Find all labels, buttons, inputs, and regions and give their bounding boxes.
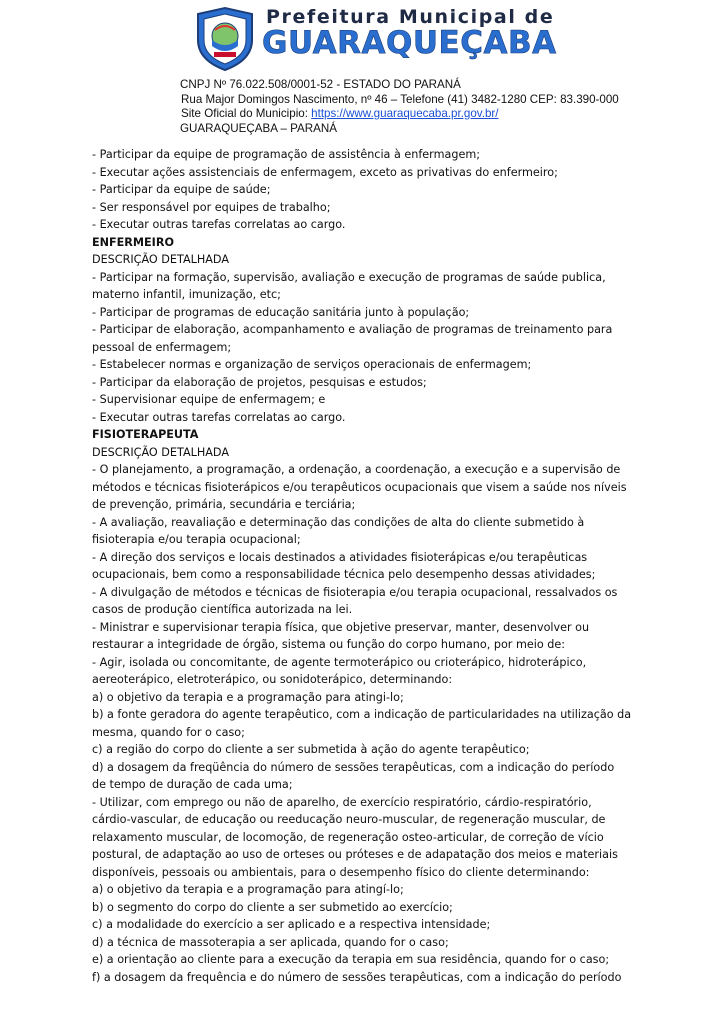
- text-line: materno infantil, imunização, etc;: [92, 288, 281, 301]
- text-line: disponíveis, pessoais ou ambientais, para o desempenho físico do cliente determinando:: [92, 865, 590, 879]
- text-line: - Ministrar e supervisionar terapia física, que objetive preservar, manter, desenvolver ou: [92, 620, 590, 634]
- website-link[interactable]: https://www.guaraquecaba.pr.gov.br/: [311, 107, 499, 120]
- text-line: - Utilizar, com emprego ou não de aparelho, de exercício respiratório, cárdio-respiratório,: [92, 795, 592, 809]
- text-line: - Participar da equipe de saúde;: [92, 183, 271, 196]
- text-line: casos de produção científica autorizada na lei.: [92, 603, 353, 616]
- text-line: c) a região do corpo do cliente a ser submetida à ação do agente terapêutico;: [92, 743, 530, 756]
- text-line: mesma, quando for o caso;: [92, 725, 245, 739]
- text-line: e) a orientação ao cliente para a execução da terapia em sua residência, quando for o caso;: [92, 953, 610, 966]
- text-line: cárdio-vascular, de educação ou reeducação neuro-muscular, de regeneração muscular, de: [92, 813, 606, 826]
- subsection-heading: DESCRIÇÃO DETALHADA: [92, 445, 229, 459]
- prefeitura-label: Prefeitura Municipal de: [266, 6, 555, 28]
- subsection-heading: DESCRIÇÃO DETALHADA: [92, 253, 229, 266]
- website-label: Site Oficial do Municipio:: [181, 107, 312, 120]
- text-line: - Executar ações assistenciais de enfermagem, exceto as privativas do enfermeiro;: [92, 165, 558, 179]
- coat-of-arms-logo: [192, 6, 258, 72]
- text-line: - A avaliação, reavaliação e determinação das condições de alta do cliente submetido à: [92, 515, 585, 529]
- text-line: b) a fonte geradora do agente terapêutico, com a indicação de particularidades na utilização da: [92, 708, 632, 721]
- text-line: - Participar de elaboração, acompanhamento e avaliação de programas de treinamento para: [92, 323, 613, 336]
- text-line: - Ser responsável por equipes de trabalho;: [92, 200, 331, 214]
- text-line: d) a dosagem da freqüência do número de sessões terapêuticas, com a indicação do período: [92, 760, 615, 774]
- section-heading: ENFERMEIRO: [92, 235, 174, 249]
- text-line: - A direção dos serviços e locais destinados a atividades fisioterápicas e/ou terapêuticas: [92, 550, 588, 564]
- text-line: ocupacionais, bem como a responsabilidade técnica pelo desempenho dessas atividades;: [92, 568, 596, 581]
- text-line: aereoterápico, eletroterápico, ou sonidoterápico, determinando:: [92, 673, 453, 686]
- website-line: [180, 107, 619, 122]
- letterhead: [0, 0, 723, 140]
- text-line: postural, de adaptação ao uso de orteses ou próteses e de adapatação dos meios e materiais: [92, 848, 618, 861]
- text-line: relaxamento muscular, de locomoção, de regeneração osteo-articular, de correção de vício: [92, 830, 604, 844]
- text-line: a) o objetivo da terapia e a programação para atingi-lo;: [92, 690, 404, 704]
- text-line: f) a dosagem da frequência e do número de sessões terapêuticas, com a indicação do período: [92, 970, 622, 984]
- text-line: - A divulgação de métodos e técnicas de fisioterapia e/ou terapia ocupacional, ressalvados os: [92, 585, 618, 599]
- address-line: Rua Major Domingos Nascimento, nº 46 – Telefone (41) 3482-1280 CEP: 83.390-000: [181, 92, 619, 106]
- city-state-line: GUARAQUEÇABA – PARANÁ: [180, 121, 337, 135]
- text-line: - Executar outras tarefas correlatas ao cargo.: [92, 218, 346, 231]
- text-line: - Participar na formação, supervisão, avaliação e execução de programas de saúde publica,: [92, 270, 606, 284]
- text-line: restaurar a integridade de órgão, sistema ou função do corpo humano, por meio de:: [92, 638, 565, 651]
- text-line: d) a técnica de massoterapia a ser aplicada, quando for o caso;: [92, 935, 449, 949]
- section-heading: FISIOTERAPEUTA: [92, 428, 199, 441]
- text-line: de tempo de duração de cada uma;: [92, 778, 293, 791]
- text-line: pessoal de enfermagem;: [92, 340, 232, 354]
- text-line: - Executar outras tarefas correlatas ao cargo.: [92, 410, 346, 424]
- text-line: fisioterapia e/ou terapia ocupacional;: [92, 533, 301, 546]
- city-name: GUARAQUEÇABA: [262, 25, 557, 61]
- text-line: - Estabelecer normas e organização de serviços operacionais de enfermagem;: [92, 358, 532, 371]
- text-line: c) a modalidade do exercício a ser aplicado e a respectiva intensidade;: [92, 918, 491, 931]
- text-line: métodos e técnicas fisioterápicos e/ou terapêuticos ocupacionais que visem a saúde nos níveis: [92, 480, 627, 494]
- text-line: - Participar da equipe de programação de assistência à enfermagem;: [92, 148, 480, 161]
- text-line: de prevenção, primária, secundária e terciária;: [92, 498, 356, 511]
- text-line: - O planejamento, a programação, a ordenação, a coordenação, a execução e a supervisão de: [92, 463, 621, 476]
- text-line: a) o objetivo da terapia e a programação para atingí-lo;: [92, 883, 404, 896]
- text-line: - Participar da elaboração de projetos, pesquisas e estudos;: [92, 375, 427, 389]
- text-line: b) o segmento do corpo do cliente a ser submetido ao exercício;: [92, 900, 453, 914]
- cnpj-line: CNPJ Nº 76.022.508/0001-52 - ESTADO DO PARANÁ: [180, 78, 461, 91]
- contact-block: [180, 78, 619, 136]
- text-line: - Agir, isolada ou concomitante, de agente termoterápico ou crioterápico, hidroterápico,: [92, 655, 587, 669]
- text-line: - Supervisionar equipe de enfermagem; e: [92, 393, 326, 406]
- document-body: [92, 146, 666, 986]
- text-line: - Participar de programas de educação sanitária junto à população;: [92, 305, 470, 319]
